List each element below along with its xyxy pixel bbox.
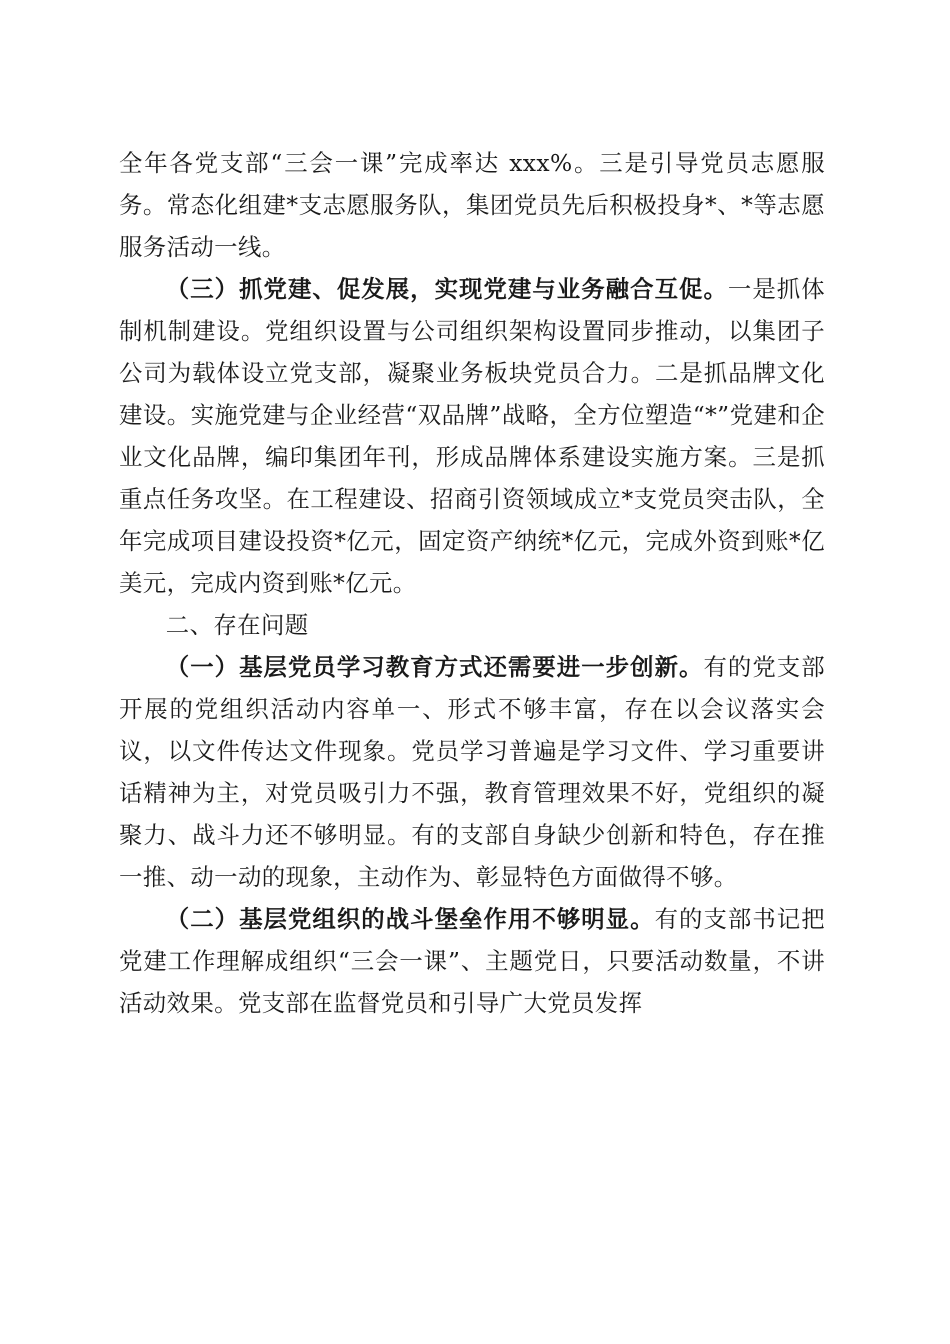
paragraph-lead: （一）基层党员学习教育方式还需要进一步创新。 xyxy=(165,653,704,681)
paragraph-party-business-integration xyxy=(119,268,825,604)
document-body xyxy=(119,142,825,1024)
paragraph-lead: （二）基层党组织的战斗堡垒作用不够明显。 xyxy=(165,905,655,933)
section-heading: 二、存在问题 xyxy=(165,611,309,639)
paragraph-text: 有的支部书记把党建工作理解成组织“三会一课”、主题党日，只要活动数量，不讲活动效果。党支部在监督党员和引导广大党员发挥 xyxy=(119,905,825,1017)
paragraph-lead: （三）抓党建、促发展，实现党建与业务融合互促。 xyxy=(165,275,728,303)
paragraph-text: 一是抓体制机制建设。党组织设置与公司组织架构设置同步推动，以集团子公司为载体设立党支部，凝聚业务板块党员合力。二是抓品牌文化建设。实施党建与企业经营“双品牌”战略，全方位塑造“*”党建和企业文化品牌，编印集团年刊，形成品牌体系建设实施方案。三是抓重点任务攻坚。在工程建设、招商引资领域成立*支党员突击队，全年完成项目建设投资*亿元，固定资产纳统*亿元，完成外资到账*亿美元，完成内资到账*亿元。 xyxy=(119,275,825,597)
paragraph-problem-1 xyxy=(119,646,825,898)
paragraph-problem-2 xyxy=(119,898,825,1024)
paragraph-text: 全年各党支部“三会一课”完成率达 xxx%。三是引导党员志愿服务。常态化组建*支志愿服务队，集团党员先后积极投身*、*等志愿服务活动一线。 xyxy=(119,149,825,261)
paragraph-text: 有的党支部开展的党组织活动内容单一、形式不够丰富，存在以会议落实会议，以文件传达文件现象。党员学习普遍是学习文件、学习重要讲话精神为主，对党员吸引力不强，教育管理效果不好，党组织的凝聚力、战斗力还不够明显。有的支部自身缺少创新和特色，存在推一推、动一动的现象，主动作为、彰显特色方面做得不够。 xyxy=(119,653,825,891)
paragraph-volunteer-service xyxy=(119,142,825,268)
